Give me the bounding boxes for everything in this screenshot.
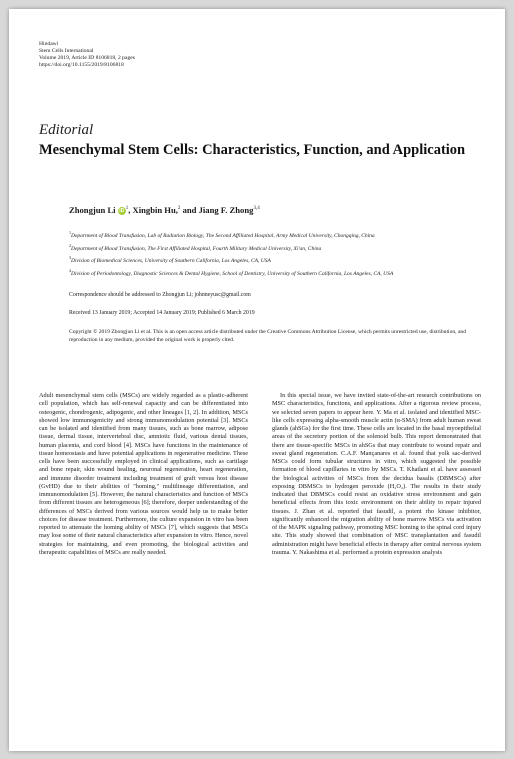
journal-name: Stem Cells International <box>39 48 94 54</box>
article-page <box>9 9 505 751</box>
affiliation: $^4$Division of Periodontology, Diagnostic Sciences & Dental Hygiene, School of Dentistry, University of Southern California, Los Angeles, CA, USA <box>69 268 394 278</box>
body-column-right: In this special issue, we have invited state-of-the-art research contributions on MSC characteristics, functions, and applications. After a rigorous review process, we selected seven papers to appear here. Y. Ma et al. isolated and identified MSC-like cells expressing alpha-smooth muscle actin (α-SMA) from adult human sweat glands (ahSGs) for the first time. These cells are located in the basal myoepithelial areas of the secretory portion of the solenoid bulb. This report demonstrated that there are tissue-specific MSCs in ahSGs that may contribute to wound repair and sweat gland regeneration. C.A.F. Mançanares et al. found that yolk sac-derived MSCs could form tubular structures in vitro, which suggested the possible formation of blood capillaries in vitro by MSCs. T. Khatlani et al. have assessed the biological activities of MSCs from the decidua basalis (DBMSCs) after exposing DBMSCs to hydrogen peroxide (H₂O₂). The results in their study indicated that DBMSCs could resist an oxidative stress environment and gain beneficial effects from this toxic environment on their ability to repair injured tissues. J. Zhan et al. reported that fasudil, a potent rho kinase inhibitor, significantly enhanced the migration ability of bone marrow MSCs via activation of the MAPK signaling pathway, promoting MSC homing to the spinal cord injury site. This study showed that combination of MSC transplantation and fasudil administration might have beneficial effects in therapy after central nervous system trauma. Y. Nakashima et al. performed a protein expression analysis <box>272 392 481 556</box>
publisher-name: Hindawi <box>39 41 59 47</box>
author-sup: 2 <box>177 206 181 212</box>
section-label: Editorial <box>39 122 94 138</box>
orcid-icon[interactable]: iD <box>119 208 125 214</box>
doi-link[interactable]: https://doi.org/10.1155/2019/8106818 <box>39 62 124 68</box>
author-name: Zhongjun Li <box>69 205 116 215</box>
affiliation: $^2$Department of Blood Transfusion, The First Affiliated Hospital, Fourth Military Medical University, Xi'an, China <box>69 242 322 252</box>
author-name: and Jiang F. Zhong <box>182 205 254 215</box>
copyright-notice: Copyright © 2019 Zhongjun Li et al. This is an open access article distributed under the Creative Commons Attribution License, which permits unrestricted use, distribution, and reproduction in any medium, provided the original work is properly cited. <box>69 329 467 343</box>
correspondence: Correspondence should be addressed to Zhongjun Li; johnneyusc@gmail.com <box>69 292 251 298</box>
publication-dates: Received 13 January 2019; Accepted 14 January 2019; Published 6 March 2019 <box>69 310 255 316</box>
affiliation: $^3$Division of Biomedical Sciences, University of Southern California, Los Angeles, CA, USA <box>69 255 271 265</box>
volume-line: Volume 2019, Article ID 8106818, 2 pages <box>39 55 135 61</box>
body-column-left: Adult mesenchymal stem cells (MSCs) are widely regarded as a plastic-adherent cell population, which has self-renewal capacity and can be differentiated into osteogenic, chondrogenic, adipogenic, and other lineages [1, 2]. In addition, MSCs showed low immunogenicity and strong immunomodulation potential [3]. MSCs can be isolated and identified from many tissues, such as bone marrow, adipose tissue, dermal tissue, intervertebral disc, amniotic fluid, various dental tissues, human placenta, and cord blood [4]. MSCs have functions in the maintenance of tissue homeostasis and have potential applications in regenerative medicine. These cells have been successfully employed in clinical applications, such as cartilage and bone repair, skin wound healing, neuronal regeneration, heart regeneration, and immune disorder treatment including treatment of graft versus host disease (GvHD) due to their abilities of "homing," multilineage differentiation, and immunomodulation [5]. However, the natural characteristics and function of MSCs from different tissues are heterogeneous [6]; therefore, deeper understanding of the differences of MSCs derived from various sources would help us to make better choices for disease treatment. Furthermore, the culture expansion in vitro has been reported to attenuate the homing ability of MSCs [7], which suggests that MSCs may lose some of their natural characteristics after expansion in vitro. Hence, novel strategies for maintaining, and even promoting, the biological activities and therapeutic capabilities of MSCs are really needed. <box>39 392 248 556</box>
author-sup: 1 <box>125 206 129 212</box>
affiliations <box>69 229 489 280</box>
author-list: Zhongjun Li iD $^1$, Xingbin Hu,$^2$ and Jiang F. Zhong$^{3,4}$ <box>69 205 260 215</box>
author-sup: 3,4 <box>253 206 260 212</box>
affiliation: $^1$Department of Blood Transfusion, Lab of Radiation Biology, The Second Affiliated Hospital, Army Medical University, Chongqing, China <box>69 230 375 239</box>
article-title: Mesenchymal Stem Cells: Characteristics, Function, and Application <box>39 142 466 158</box>
journal-meta <box>39 41 135 69</box>
author-name: Xingbin Hu, <box>132 205 178 215</box>
